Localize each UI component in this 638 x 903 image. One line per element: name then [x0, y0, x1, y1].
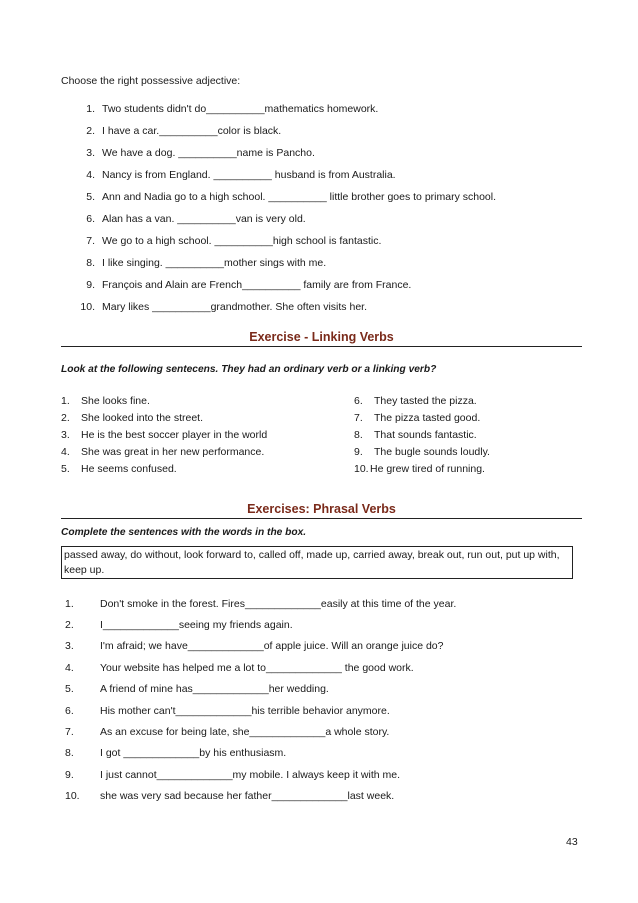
item-text: We have a dog. __________name is Pancho. [102, 147, 315, 159]
item-text: He is the best soccer player in the world [81, 428, 268, 441]
item-text: I'm afraid; we have_____________of apple juice. Will an orange juice do? [100, 640, 444, 653]
item-text: He seems confused. [81, 462, 177, 475]
list-item [61, 186, 581, 208]
item-text: Alan has a van. __________van is very old. [102, 213, 306, 225]
item-text: We go to a high school. __________high school is fantastic. [102, 235, 382, 247]
list-item [354, 426, 490, 443]
item-number: 2. [65, 619, 74, 632]
item-text: Don't smoke in the forest. Fires_____________easily at this time of the year. [100, 597, 457, 610]
item-number: 8. [354, 428, 363, 441]
list-item [61, 426, 267, 443]
phrasal-verbs-heading: Exercises: Phrasal Verbs [61, 502, 582, 519]
item-number: 10. [354, 462, 369, 475]
list-item [61, 252, 581, 274]
item-number: 10. [65, 790, 80, 803]
list-item [61, 593, 581, 614]
list-item [61, 700, 581, 721]
item-text: She was great in her new performance. [81, 445, 265, 458]
list-item [61, 164, 581, 186]
list-item [61, 208, 581, 230]
item-number: 7. [354, 411, 363, 424]
item-number: 4. [86, 169, 95, 181]
page-number: 43 [566, 836, 578, 848]
item-number: 8. [86, 257, 95, 269]
list-item [61, 443, 267, 460]
item-text: Ann and Nadia go to a high school. __________ little brother goes to primary school. [102, 191, 497, 203]
list-item [61, 657, 581, 678]
item-number: 7. [65, 726, 74, 739]
item-text: I have a car.__________color is black. [102, 125, 282, 137]
item-text: He grew tired of running. [370, 462, 485, 475]
item-number: 5. [61, 462, 70, 475]
list-item [354, 460, 490, 477]
item-text: Your website has helped me a lot to_____________ the good work. [100, 661, 414, 674]
list-item [61, 142, 581, 164]
item-number: 9. [354, 445, 363, 458]
item-number: 9. [65, 768, 74, 781]
item-number: 6. [65, 704, 74, 717]
item-text: They tasted the pizza. [374, 394, 477, 407]
item-number: 3. [65, 640, 74, 653]
item-number: 2. [61, 411, 70, 424]
item-text: His mother can't_____________his terrible behavior anymore. [100, 704, 390, 717]
list-item [61, 743, 581, 764]
list-item [61, 679, 581, 700]
list-item [354, 409, 490, 426]
list-item [61, 230, 581, 252]
item-text: She looks fine. [81, 394, 150, 407]
item-text: I_____________seeing my friends again. [100, 619, 293, 632]
item-text: Two students didn't do__________mathematics homework. [102, 103, 379, 115]
list-item [61, 120, 581, 142]
linking-left-column [61, 392, 267, 477]
linking-verbs-instruction: Look at the following sentecens. They had an ordinary verb or a linking verb? [61, 364, 437, 375]
list-item [61, 721, 581, 742]
item-text: Mary likes __________grandmother. She often visits her. [102, 301, 367, 313]
item-text: François and Alain are French__________ family are from France. [102, 279, 412, 291]
item-text: That sounds fantastic. [374, 428, 477, 441]
item-text: The pizza tasted good. [374, 411, 481, 424]
item-number: 1. [65, 597, 74, 610]
list-item [61, 296, 581, 318]
item-text: she was very sad because her father_____________last week. [100, 790, 395, 803]
item-text: I got _____________by his enthusiasm. [100, 747, 287, 760]
item-number: 3. [86, 147, 95, 159]
linking-right-column [354, 392, 490, 477]
item-number: 7. [86, 235, 95, 247]
list-item [61, 98, 581, 120]
item-number: 5. [86, 191, 95, 203]
possessive-instruction: Choose the right possessive adjective: [61, 75, 241, 87]
item-text: The bugle sounds loudly. [374, 445, 490, 458]
item-number: 8. [65, 747, 74, 760]
item-number: 4. [61, 445, 70, 458]
item-text: Nancy is from England. __________ husband is from Australia. [102, 169, 396, 181]
item-number: 9. [86, 279, 95, 291]
linking-verbs-heading: Exercise - Linking Verbs [61, 330, 582, 347]
item-number: 10. [80, 301, 95, 313]
phrasal-list [61, 593, 581, 807]
item-number: 4. [65, 661, 74, 674]
item-text: She looked into the street. [81, 411, 203, 424]
item-number: 2. [86, 125, 95, 137]
list-item [61, 614, 581, 635]
item-number: 5. [65, 683, 74, 696]
item-text: A friend of mine has_____________her wedding. [100, 683, 329, 696]
phrasal-verbs-instruction: Complete the sentences with the words in the box. [61, 527, 307, 538]
item-number: 1. [61, 394, 70, 407]
list-item [61, 409, 267, 426]
item-text: I just cannot_____________my mobile. I always keep it with me. [100, 768, 401, 781]
list-item [61, 460, 267, 477]
list-item [61, 274, 581, 296]
list-item [354, 392, 490, 409]
item-text: As an excuse for being late, she_____________a whole story. [100, 726, 390, 739]
list-item [61, 636, 581, 657]
word-box: passed away, do without, look forward to, called off, made up, carried away, break out, run out, put up with, keep up. [61, 546, 573, 579]
item-number: 1. [86, 103, 95, 115]
list-item [61, 786, 581, 807]
list-item [61, 764, 581, 785]
item-number: 6. [354, 394, 363, 407]
item-number: 3. [61, 428, 70, 441]
item-text: I like singing. __________mother sings with me. [102, 257, 327, 269]
item-number: 6. [86, 213, 95, 225]
list-item [61, 392, 267, 409]
possessive-list [61, 98, 581, 318]
list-item [354, 443, 490, 460]
